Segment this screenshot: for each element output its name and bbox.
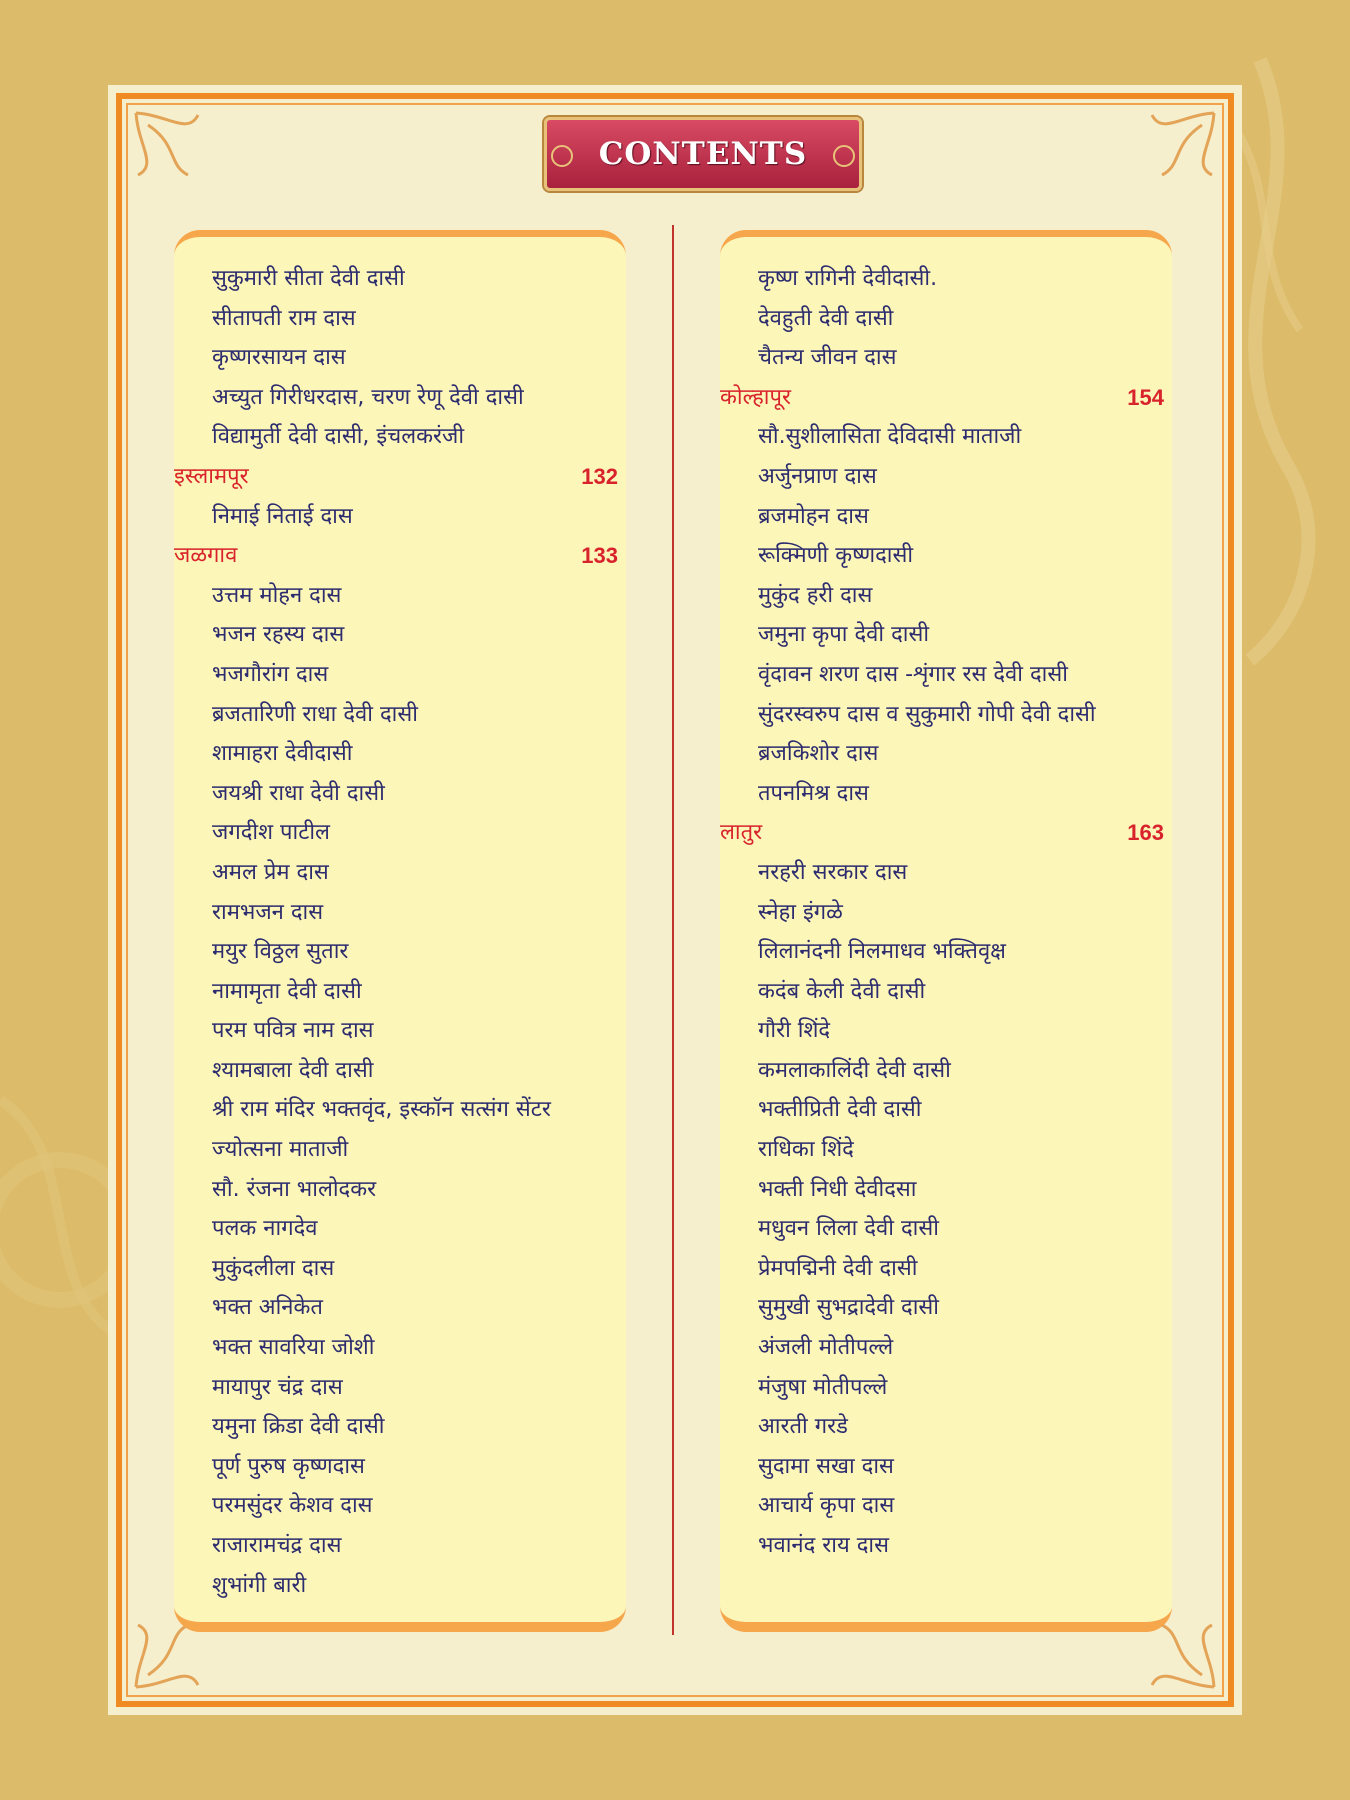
contents-entry: जगदीश पाटील: [212, 820, 330, 846]
contents-column-left: [174, 230, 626, 1632]
badge-flourish-left: [551, 145, 573, 167]
contents-entry: सुंदरस्वरुप दास व सुकुमारी गोपी देवी दासी: [758, 701, 1096, 727]
contents-entry: रूक्मिणी कृष्णदासी: [758, 543, 914, 569]
contents-entry: अमल प्रेम दास: [212, 859, 329, 885]
contents-entry: मायापुर चंद्र दास: [212, 1374, 343, 1400]
contents-entry: मयुर विठ्ठल सुतार: [212, 939, 349, 965]
contents-entry: कमलाकालिंदी देवी दासी: [758, 1057, 951, 1083]
contents-entry: शुभांगी बारी: [212, 1572, 307, 1598]
contents-entry: प्रेमपद्मिनी देवी दासी: [758, 1255, 918, 1281]
contents-entry: जमुना कृपा देवी दासी: [758, 622, 930, 648]
contents-entry: तपनमिश्र दास: [758, 780, 869, 806]
contents-entry: राधिका शिंदे: [758, 1137, 854, 1163]
contents-entry: भजन रहस्य दास: [212, 622, 345, 648]
corner-ornament-top-left: [128, 105, 248, 225]
contents-entry: मुकुंदलीला दास: [212, 1255, 335, 1281]
contents-entry: विद्यामुर्ती देवी दासी, इंचलकरंजी: [212, 424, 465, 450]
contents-entry: पूर्ण पुरुष कृष्णदास: [212, 1453, 365, 1479]
contents-entry: स्नेहा इंगळे: [758, 899, 843, 925]
section-heading: [720, 378, 1172, 418]
contents-column-right: [720, 230, 1172, 1632]
contents-entry: सौ. रंजना भालोदकर: [212, 1176, 377, 1202]
contents-entry: भजगौरांग दास: [212, 661, 329, 687]
contents-entry: चैतन्य जीवन दास: [758, 345, 897, 371]
contents-entry: यमुना क्रिडा देवी दासी: [212, 1414, 385, 1440]
contents-entry: श्री राम मंदिर भक्तवृंद, इस्कॉन सत्संग सेंटर: [212, 1097, 551, 1123]
section-page-number: 133: [581, 543, 618, 569]
contents-entry: मंजुषा मोतीपल्ले: [758, 1374, 888, 1400]
contents-entry: सुदामा सखा दास: [758, 1453, 894, 1479]
contents-entry: भवानंद राय दास: [758, 1533, 889, 1558]
section-heading-label: जळगाव: [174, 543, 238, 569]
contents-entry: शामाहरा देवीदासी: [212, 741, 353, 767]
contents-entry: मुकुंद हरी दास: [758, 582, 873, 608]
contents-entry: अंजली मोतीपल्ले: [758, 1335, 894, 1361]
contents-entry: ब्रजतारिणी राधा देवी दासी: [212, 701, 418, 727]
contents-entry: पलक नागदेव: [212, 1216, 318, 1242]
section-heading: [720, 813, 1172, 853]
contents-entry: सुकुमारी सीता देवी दासी: [212, 266, 405, 291]
contents-entry: नामामृता देवी दासी: [212, 978, 362, 1004]
contents-entry: गौरी शिंदे: [758, 1018, 831, 1044]
contents-entry: राजारामचंद्र दास: [212, 1533, 342, 1558]
left-entries-list: [174, 259, 626, 1605]
page-title: CONTENTS: [598, 136, 808, 172]
contents-entry: नरहरी सरकार दास: [758, 859, 908, 885]
contents-entry: ब्रजकिशोर दास: [758, 741, 879, 767]
section-heading: [174, 457, 626, 497]
right-entries-list: [720, 259, 1172, 1566]
contents-entry: निमाई निताई दास: [212, 503, 353, 529]
contents-entry: ब्रजमोहन दास: [758, 503, 869, 529]
contents-entry: भक्त सावरिया जोशी: [212, 1335, 375, 1361]
contents-entry: कदंब केली देवी दासी: [758, 978, 926, 1004]
contents-entry: उत्तम मोहन दास: [212, 582, 342, 608]
contents-entry: कृष्णरसायन दास: [212, 345, 346, 371]
contents-entry: भक्त अनिकेत: [212, 1295, 323, 1321]
badge-flourish-right: [833, 145, 855, 167]
contents-entry: देवहुती देवी दासी: [758, 305, 894, 331]
section-heading-label: इस्लामपूर: [174, 463, 249, 489]
contents-entry: भक्तीप्रिती देवी दासी: [758, 1097, 922, 1123]
contents-entry: ज्योत्सना माताजी: [212, 1137, 349, 1163]
contents-entry: भक्ती निधी देवीदसा: [758, 1176, 917, 1202]
contents-entry: परमसुंदर केशव दास: [212, 1493, 373, 1519]
contents-entry: कृष्ण रागिनी देवीदासी.: [758, 266, 938, 291]
contents-entry: जयश्री राधा देवी दासी: [212, 780, 385, 806]
section-page-number: 132: [581, 463, 618, 489]
contents-entry: अर्जुनप्राण दास: [758, 463, 877, 489]
contents-entry: रामभजन दास: [212, 899, 324, 925]
corner-ornament-top-right: [1102, 105, 1222, 225]
section-heading: [174, 536, 626, 576]
contents-entry: आरती गरडे: [758, 1414, 848, 1440]
contents-entry: श्यामबाला देवी दासी: [212, 1057, 374, 1083]
section-heading-label: कोल्हापूर: [720, 384, 791, 410]
contents-entry: सीतापती राम दास: [212, 305, 356, 331]
contents-entry: आचार्य कृपा दास: [758, 1493, 895, 1519]
contents-entry: सौ.सुशीलासिता देविदासी माताजी: [758, 424, 1022, 450]
contents-title-badge: [544, 117, 862, 191]
section-page-number: 154: [1127, 384, 1164, 410]
contents-entry: वृंदावन शरण दास -शृंगार रस देवी दासी: [758, 661, 1068, 687]
contents-page: [108, 85, 1242, 1715]
contents-entry: अच्युत गिरीधरदास, चरण रेणू देवी दासी: [212, 384, 524, 410]
contents-entry: मधुवन लिला देवी दासी: [758, 1216, 939, 1242]
section-page-number: 163: [1127, 820, 1164, 846]
column-divider: [672, 225, 674, 1635]
contents-entry: लिलानंदनी निलमाधव भक्तिवृक्ष: [758, 939, 1006, 965]
contents-entry: परम पवित्र नाम दास: [212, 1018, 374, 1044]
section-heading-label: लातुर: [720, 820, 763, 846]
contents-entry: सुमुखी सुभद्रादेवी दासी: [758, 1295, 939, 1321]
